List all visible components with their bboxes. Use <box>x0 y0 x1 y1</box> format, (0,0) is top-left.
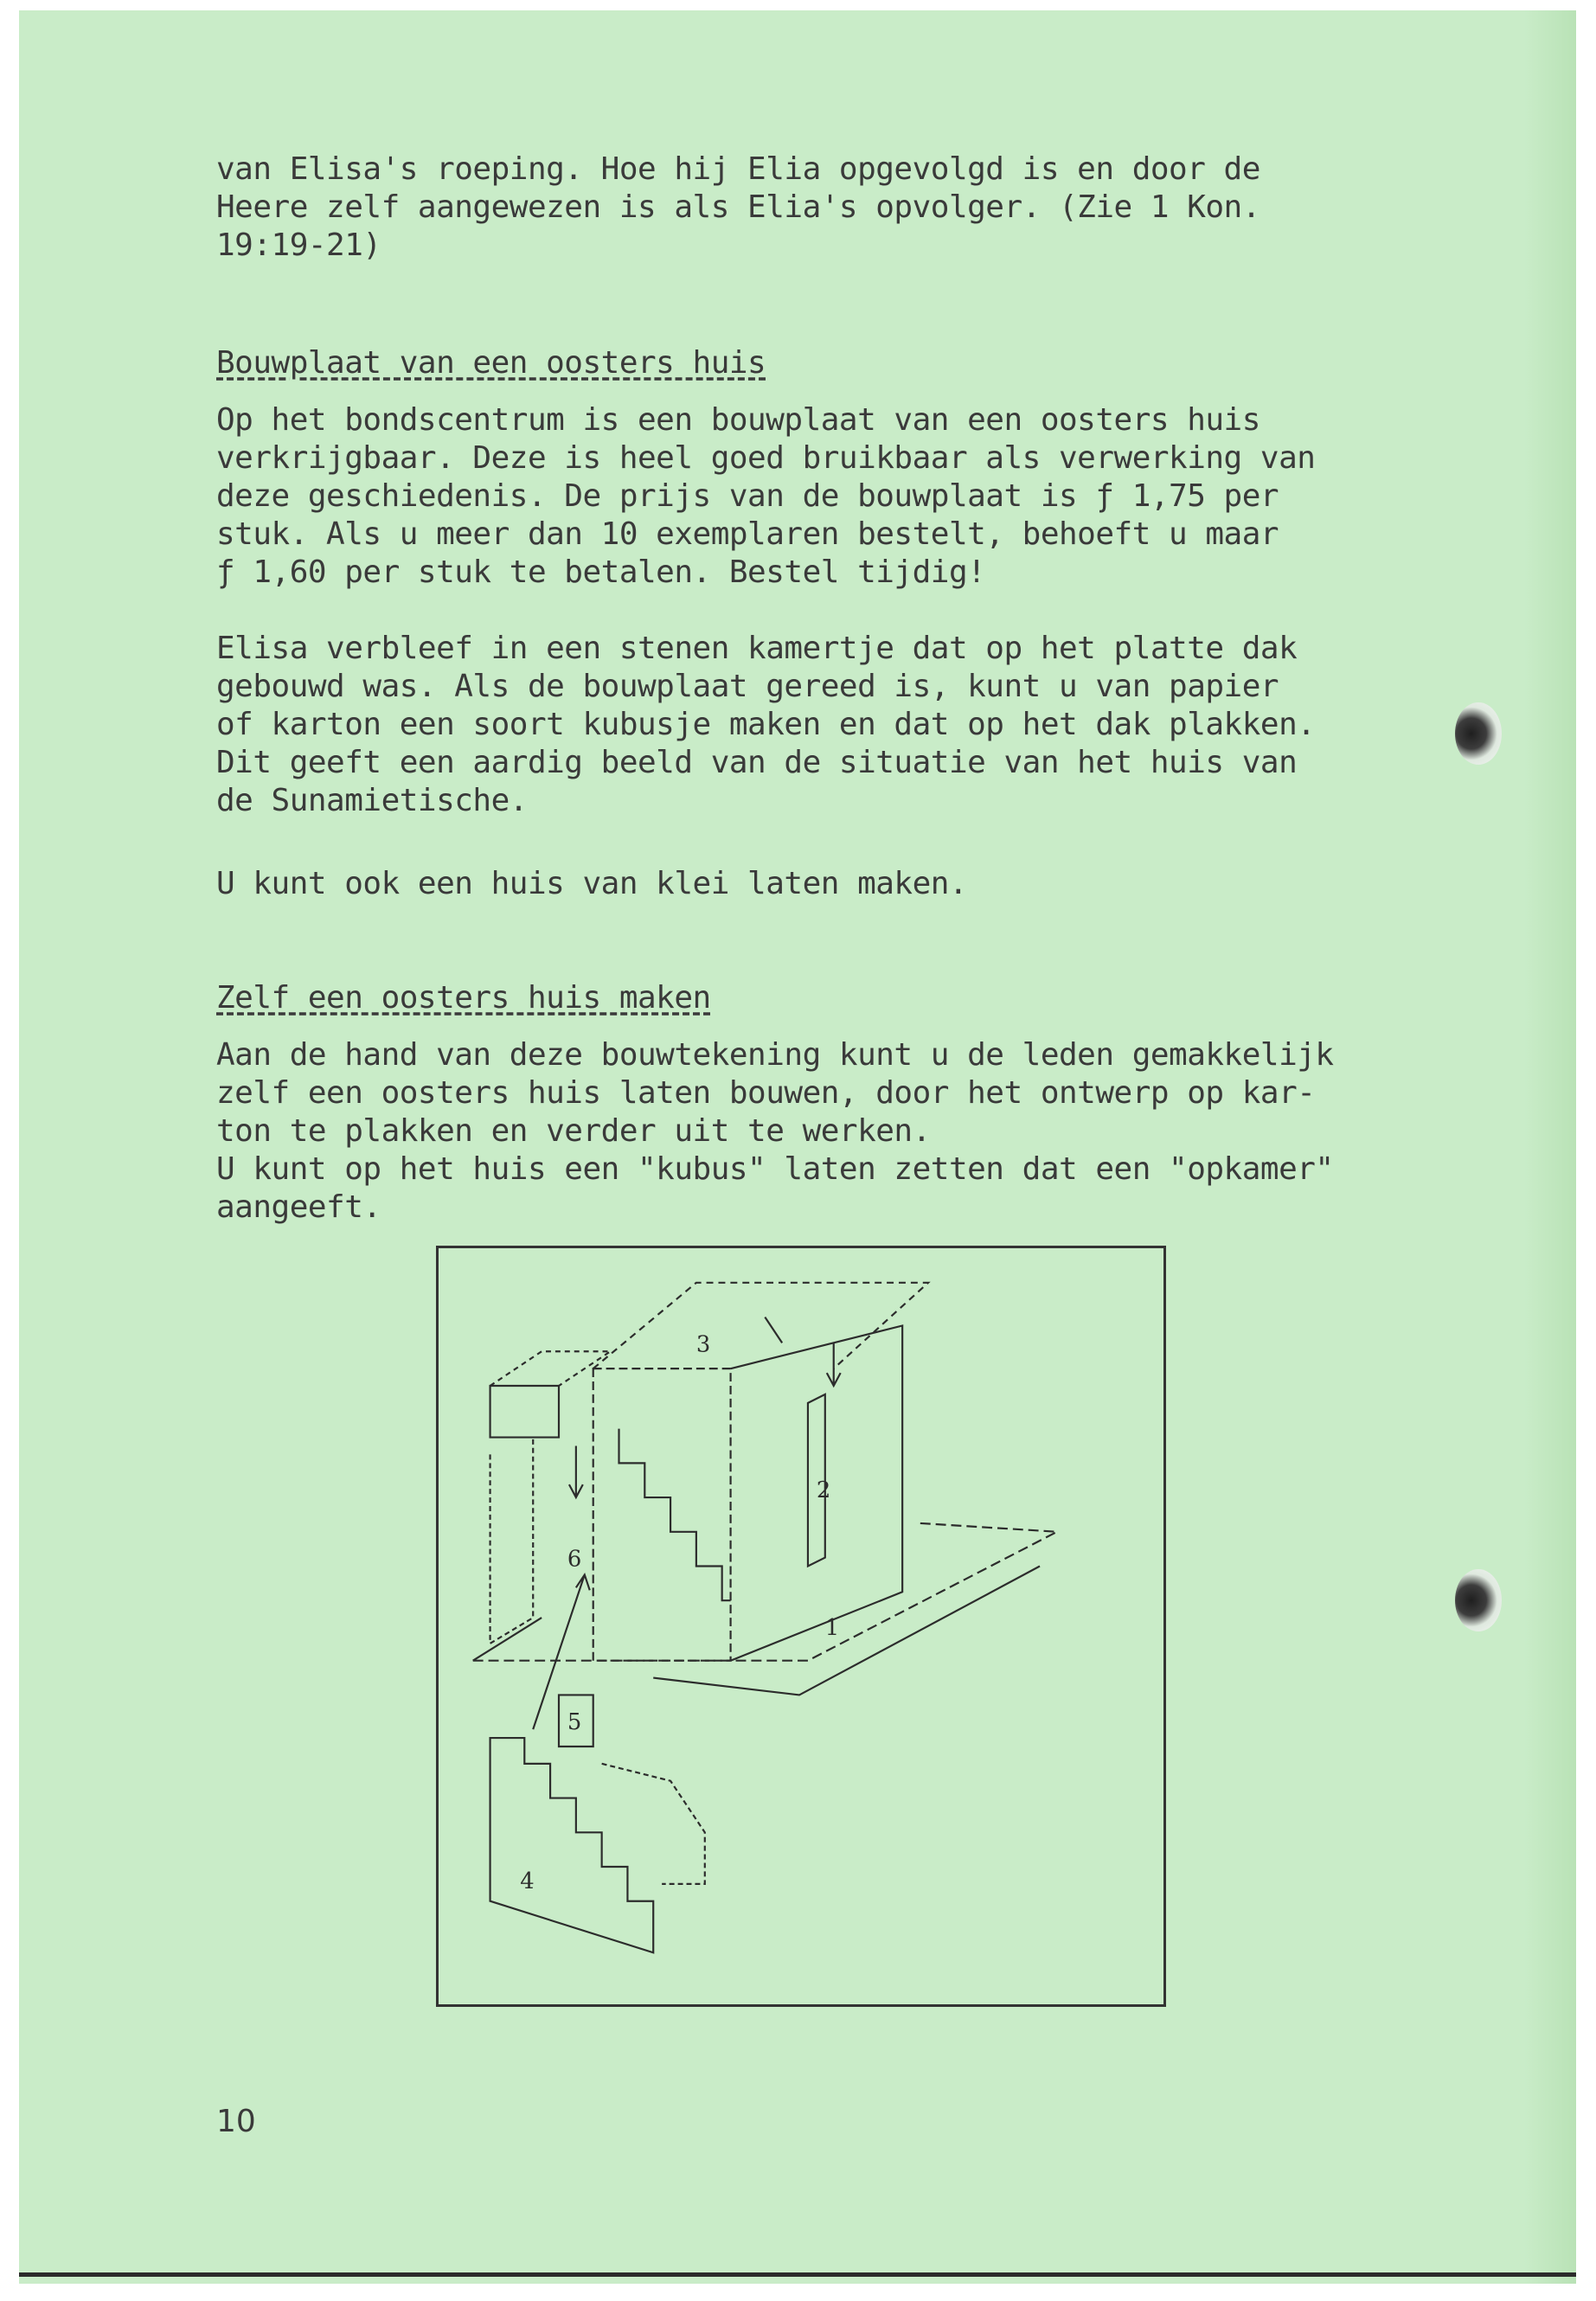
left-wall <box>490 1438 534 1644</box>
bottom-scan-edge <box>19 2272 1576 2277</box>
arrow-down-left <box>569 1445 583 1497</box>
document-page <box>19 10 1576 2284</box>
label-1: 1 <box>824 1614 840 1641</box>
house-diagram-svg <box>439 1248 1163 2004</box>
label-6: 6 <box>567 1546 582 1573</box>
house-body <box>593 1368 731 1661</box>
section2-para1 <box>216 1036 1427 1227</box>
section1-para3-text: U kunt ook een huis van klei laten maken. <box>216 866 968 901</box>
floor-base <box>473 1523 1057 1661</box>
section1-para2 <box>216 630 1427 820</box>
label-5: 5 <box>567 1709 582 1736</box>
section1-para1-text: Op het bondscentrum is een bouwplaat van een oosters huis verkrijgbaar. Deze is heel goed bruikbaar als verwerking van deze geschiedenis. De prijs van de bouwplaat is ƒ 1,75 per stuk. Als u meer dan 10 exemplaren bestelt, behoeft u maar ƒ 1,60 per stuk te betalen. Bestel tijdig! <box>216 402 1316 590</box>
section2-heading: Zelf een oosters huis maken <box>216 980 711 1016</box>
intro-text: van Elisa's roeping. Hoe hij Elia opgevolgd is en door de Heere zelf aangewezen is als Elia's opvolger. (Zie 1 Kon. 19:19-21) <box>216 151 1260 263</box>
staircase-front <box>619 1429 731 1601</box>
page-number: 10 <box>216 2104 256 2139</box>
floor-front <box>653 1566 1040 1695</box>
label-4: 4 <box>520 1868 535 1894</box>
floor-edge <box>473 1618 542 1661</box>
label-2: 2 <box>816 1477 831 1504</box>
section1-para3 <box>216 865 1427 903</box>
arrow-6 <box>533 1574 590 1729</box>
house-top <box>593 1283 928 1368</box>
label-3: 3 <box>695 1331 711 1358</box>
punch-hole-bottom <box>1455 1569 1502 1631</box>
house-construction-drawing <box>436 1246 1166 2007</box>
section1-heading: Bouwplaat van een oosters huis <box>216 345 766 381</box>
section1-para2-text: Elisa verbleef in een stenen kamertje dat op het platte dak gebouwd was. Als de bouwplaat gereed is, kunt u van papier of karton een soort kubusje maken en dat op het dak plakken. Dit geeft een aardig beeld van de situatie van het huis van de Sunamietische. <box>216 631 1316 818</box>
intro-paragraph <box>216 151 1427 265</box>
punch-hole-top <box>1455 702 1502 765</box>
arrow-roof <box>765 1317 782 1343</box>
page-edge-shadow <box>1524 10 1576 2284</box>
roof-room <box>490 1386 559 1438</box>
section2-para1-text: Aan de hand van deze bouwtekening kunt u de leden gemakkelijk zelf een oosters huis laten bouwen, door het ontwerp op kar- ton te plakken en verder uit te werken. U kunt op het huis een "kubus" laten zetten dat een "opkamer" aangeeft. <box>216 1037 1334 1225</box>
section1-para1 <box>216 401 1427 592</box>
